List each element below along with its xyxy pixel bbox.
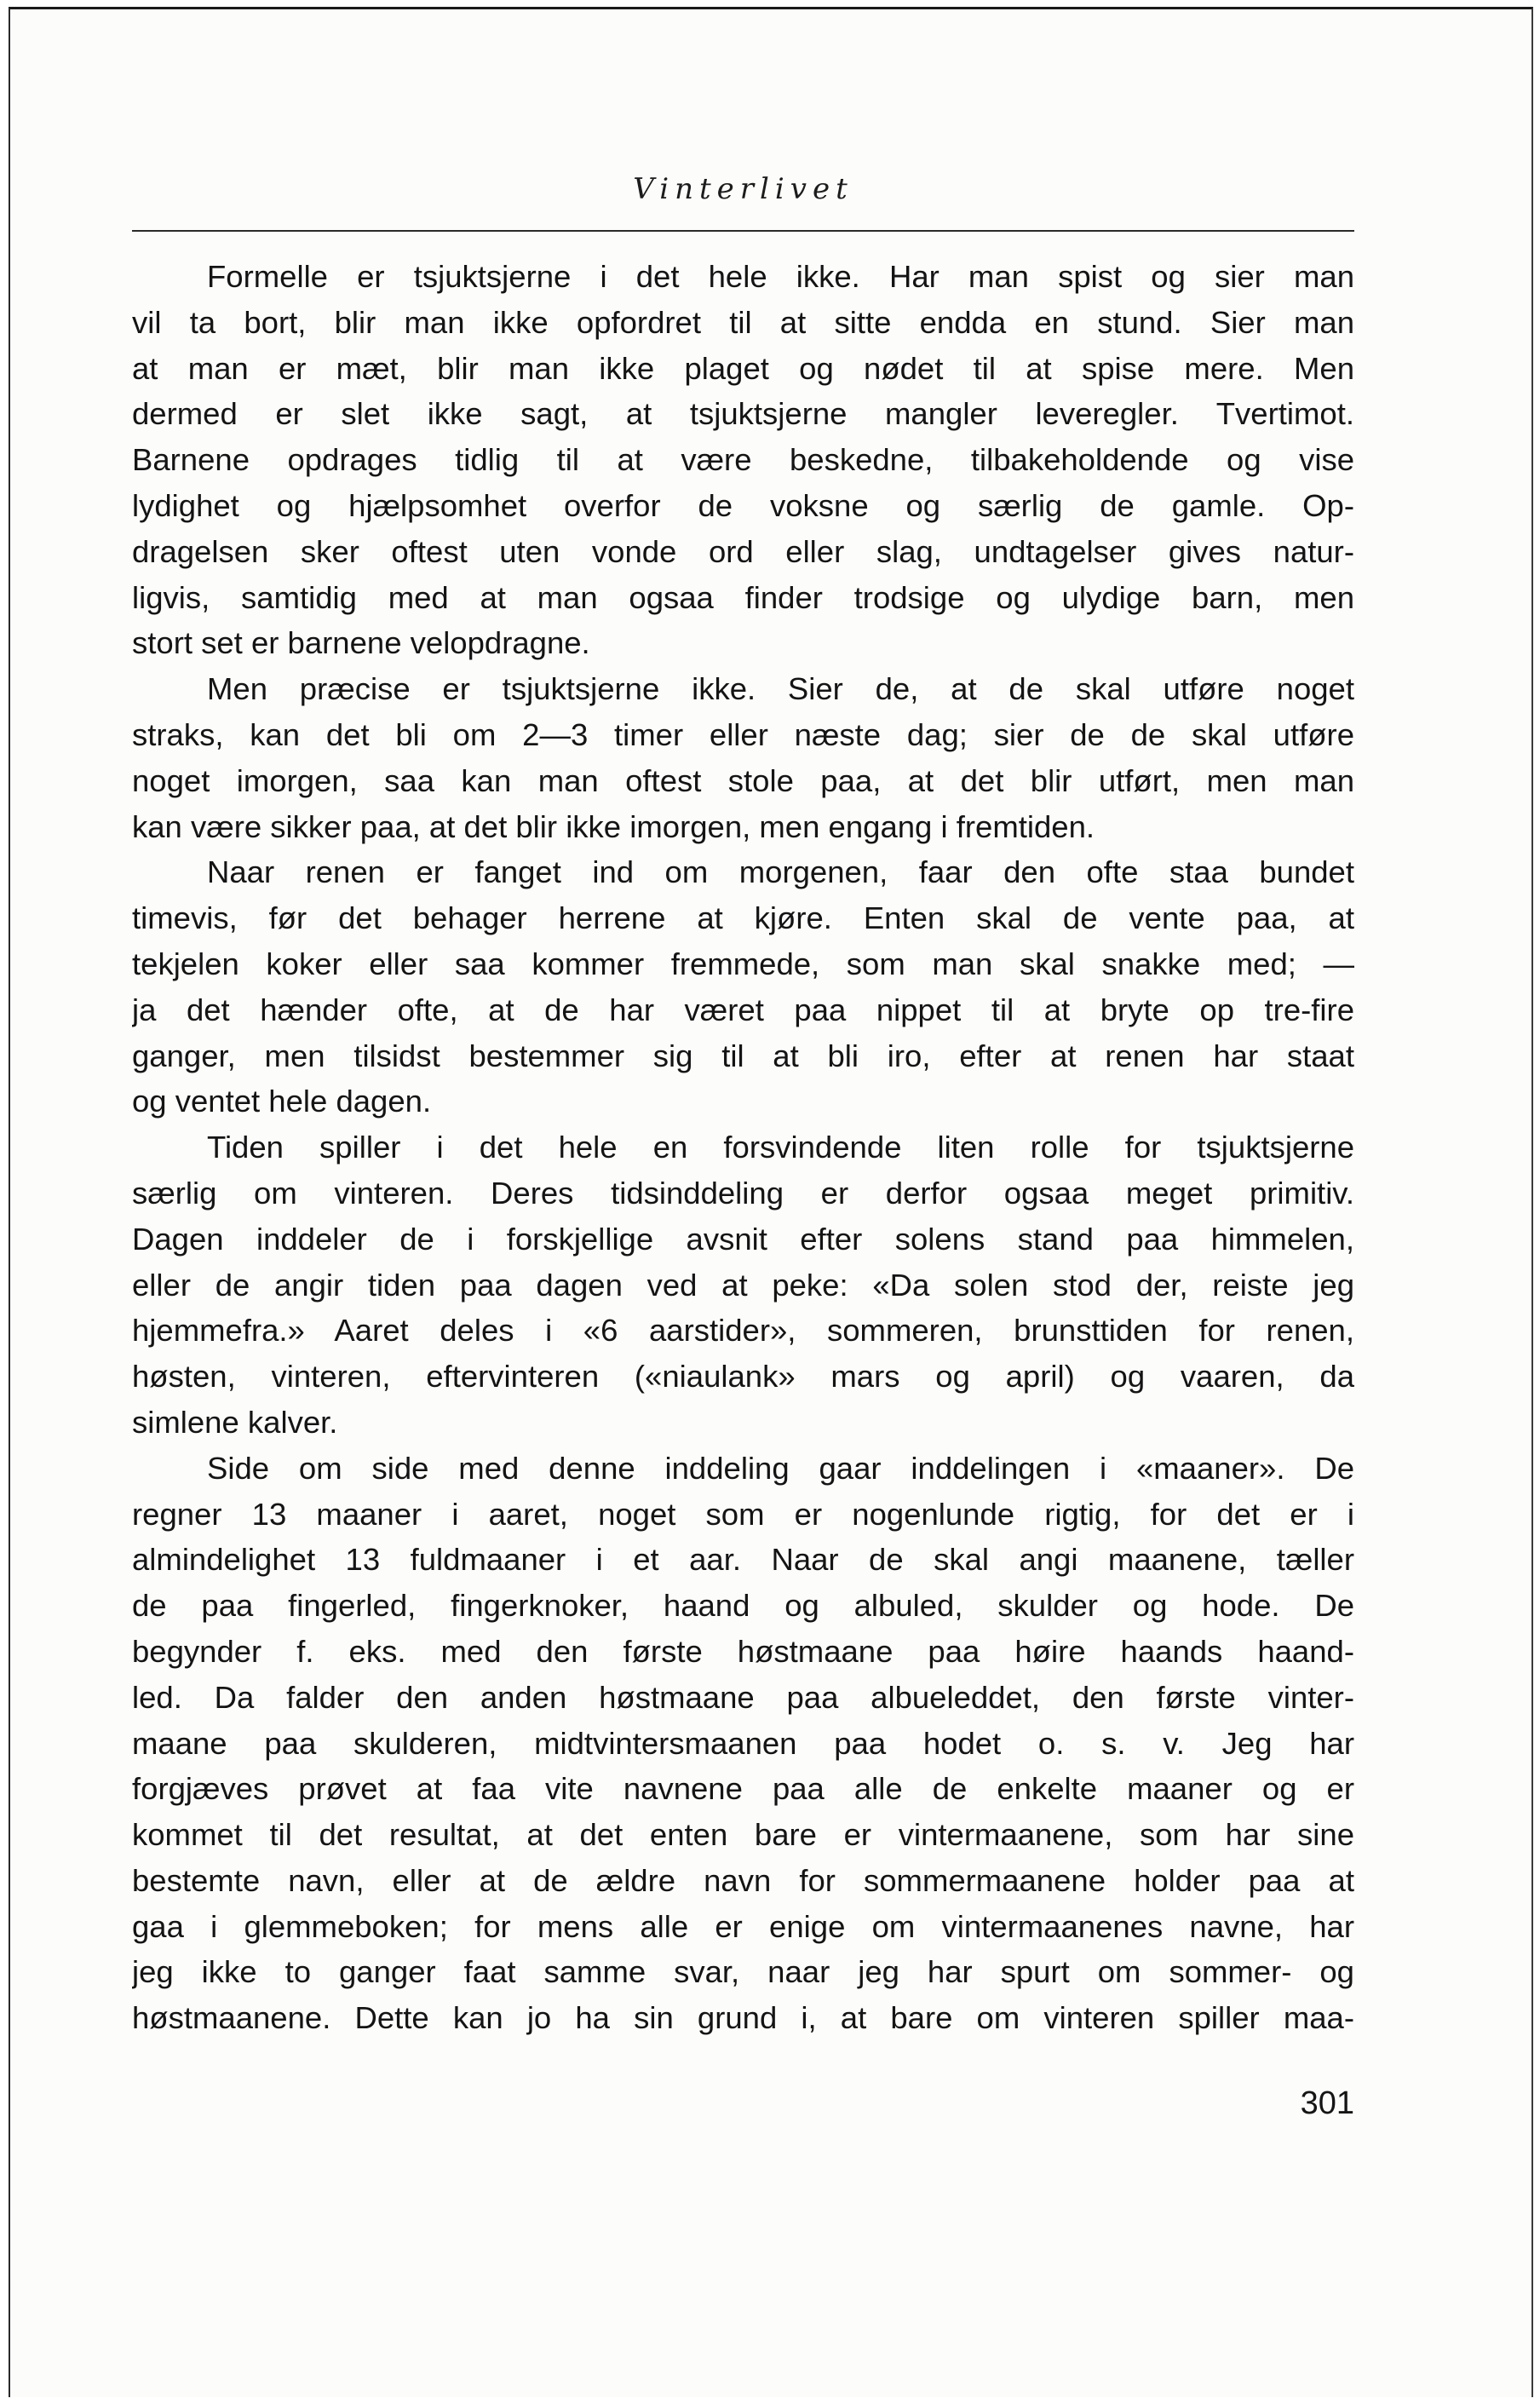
paragraph-line: jeg ikke to ganger faat samme svar, naar jeg har spurt om sommer- og (132, 1954, 1354, 1990)
paragraph-line: høsten, vinteren, eftervinteren («niaulank» mars og april) og vaaren, da (132, 1359, 1354, 1395)
paragraph-line: at man er mæt, blir man ikke plaget og nødet til at spise mere. Men (132, 350, 1354, 386)
paragraph-line: dermed er slet ikke sagt, at tsjuktsjerne mangler leveregler. Tvertimot. (132, 396, 1354, 432)
paragraph-line: Naar renen er fanget ind om morgenen, faar den ofte staa bundet (207, 854, 1354, 890)
paragraph-line: Barnene opdrages tidlig til at være beskedne, tilbakeholdende og vise (132, 442, 1354, 478)
paragraph-line: Formelle er tsjuktsjerne i det hele ikke. Har man spist og sier man (207, 259, 1354, 294)
header-rule (132, 230, 1354, 232)
paragraph-line: dragelsen sker oftest uten vonde ord eller slag, undtagelser gives natur- (132, 533, 1354, 569)
paragraph-line: stort set er barnene velopdragne. (132, 625, 590, 661)
body-text (132, 254, 1354, 2041)
paragraph-line: bestemte navn, eller at de ældre navn for sommermaanene holder paa at (132, 1862, 1354, 1898)
paragraph-line: gaa i glemmeboken; for mens alle er enige om vintermaanenes navne, har (132, 1908, 1354, 1944)
paragraph-line: Dagen inddeler de i forskjellige avsnit efter solens stand paa himmelen, (132, 1221, 1354, 1257)
running-title: Vinterlivet (633, 172, 853, 206)
paragraph-line: Tiden spiller i det hele en forsvindende liten rolle for tsjuktsjerne (207, 1130, 1354, 1165)
paragraph-line: timevis, før det behager herrene at kjøre. Enten skal de vente paa, at (132, 900, 1354, 936)
paragraph-line: maane paa skulderen, midtvintersmaanen paa hodet o. s. v. Jeg har (132, 1725, 1354, 1761)
paragraph-line: Side om side med denne inddeling gaar inddelingen i «maaner». De (207, 1450, 1354, 1486)
paragraph-line: vil ta bort, blir man ikke opfordret til at sitte endda en stund. Sier man (132, 304, 1354, 340)
paragraph-line: hjemmefra.» Aaret deles i «6 aarstider», sommeren, brunsttiden for renen, (132, 1313, 1354, 1349)
paragraph-line: kan være sikker paa, at det blir ikke imorgen, men engang i fremtiden. (132, 808, 1095, 844)
paragraph-line: ja det hænder ofte, at de har været paa nippet til at bryte op tre-fire (132, 992, 1354, 1027)
paragraph-line: simlene kalver. (132, 1404, 338, 1440)
paragraph-line: Men præcise er tsjuktsjerne ikke. Sier de, at de skal utføre noget (207, 671, 1354, 707)
paragraph-line: de paa fingerled, fingerknoker, haand og albuled, skulder og hode. De (132, 1588, 1354, 1624)
paragraph-line: særlig om vinteren. Deres tidsinddeling er derfor ogsaa meget primitiv. (132, 1175, 1354, 1211)
paragraph-line: noget imorgen, saa kan man oftest stole paa, at det blir utført, men man (132, 762, 1354, 798)
paragraph-line: og ventet hele dagen. (132, 1084, 432, 1119)
paragraph-line: høstmaanene. Dette kan jo ha sin grund i, at bare om vinteren spiller maa- (132, 2000, 1354, 2036)
paragraph-line: led. Da falder den anden høstmaane paa albueleddet, den første vinter- (132, 1679, 1354, 1715)
paragraph-line: lydighet og hjælpsomhet overfor de voksne og særlig de gamle. Op- (132, 487, 1354, 523)
paragraph-line: begynder f. eks. med den første høstmaane paa høire haands haand- (132, 1633, 1354, 1669)
paragraph-line: forgjæves prøvet at faa vite navnene paa alle de enkelte maaner og er (132, 1771, 1354, 1807)
paragraph-line: ganger, men tilsidst bestemmer sig til at bli iro, efter at renen har staat (132, 1038, 1354, 1073)
paragraph-line: eller de angir tiden paa dagen ved at peke: «Da solen stod der, reiste jeg (132, 1267, 1354, 1303)
page-number: 301 (1300, 2085, 1354, 2121)
paragraph-line: kommet til det resultat, at det enten bare er vintermaanene, som har sine (132, 1817, 1354, 1853)
paragraph-line: regner 13 maaner i aaret, noget som er nogenlunde rigtig, for det er i (132, 1496, 1354, 1532)
paragraph-line: tekjelen koker eller saa kommer fremmede, som man skal snakke med; — (132, 946, 1354, 981)
paragraph-line: straks, kan det bli om 2—3 timer eller næste dag; sier de de skal utføre (132, 716, 1354, 752)
paragraph-line: almindelighet 13 fuldmaaner i et aar. Naar de skal angi maanene, tæller (132, 1542, 1354, 1578)
paragraph-line: ligvis, samtidig med at man ogsaa finder trodsige og ulydige barn, men (132, 579, 1354, 615)
